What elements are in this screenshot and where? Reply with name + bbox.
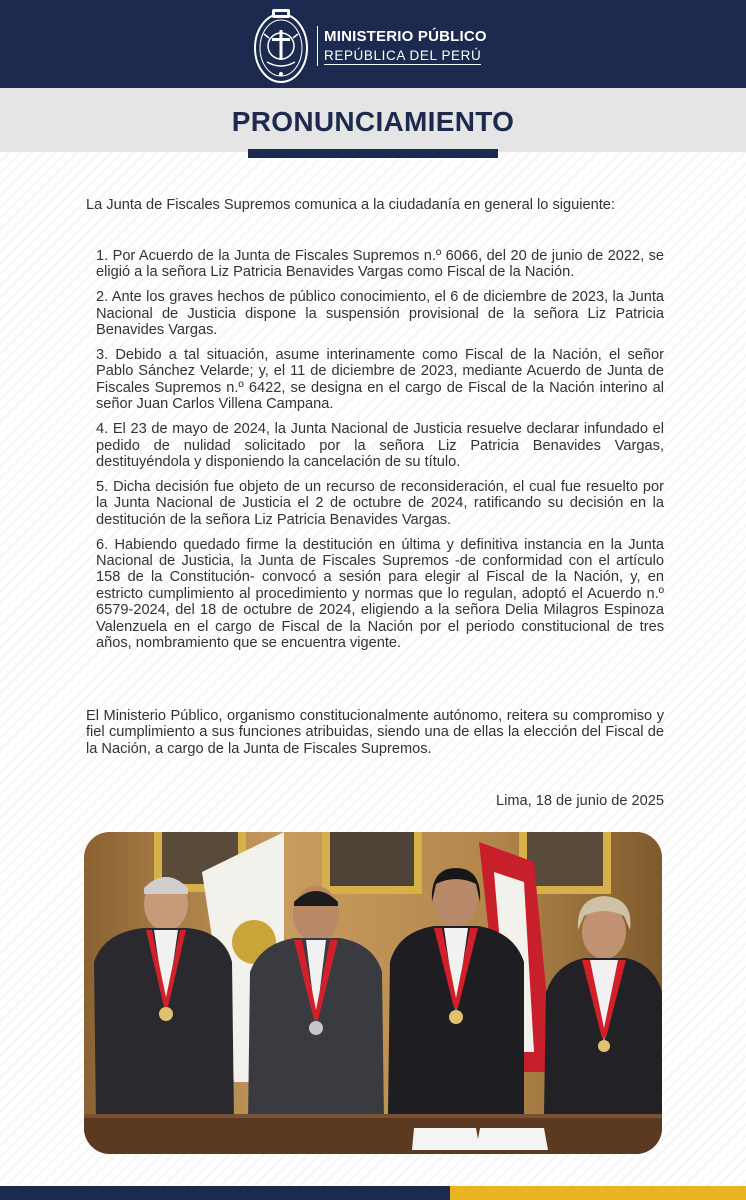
footer-bar-navy (0, 1186, 450, 1200)
title-underline (248, 149, 498, 158)
list-item: 5. Dicha decisión fue objeto de un recurso de reconsideración, el cual fue resuelto por la Junta Nacional de Justicia el 2 de octubre de 2024, ratificando su decisión en la destitución de la señora Liz Patricia Benavides Vargas. (96, 478, 664, 528)
ministerio-seal-logo (252, 4, 310, 84)
date-line: Lima, 18 de junio de 2025 (496, 793, 664, 809)
page-title: PRONUNCIAMIENTO (231, 106, 515, 137)
list-item: 3. Debido a tal situación, asume interinamente como Fiscal de la Nación, el señor Pablo Sánchez Velarde; y, el 11 de diciembre de 2023, mediante Acuerdo de Junta de Fiscales Supremos n.º 6422, se designa en el cargo de Fiscal de la Nación interino al señor Juan Carlos Villena Campana. (96, 347, 664, 413)
list-item: 1. Por Acuerdo de la Junta de Fiscales Supremos n.º 6066, del 20 de junio de 2022, se eligió a la señora Liz Patricia Benavides Vargas como Fiscal de la Nación. (96, 248, 664, 281)
numbered-list (96, 248, 664, 660)
closing-paragraph: El Ministerio Público, organismo constitucionalmente autónomo, reitera su compromiso y fiel cumplimiento a sus funciones atribuidas, siendo una de ellas la elección del Fiscal de la Nación, a cargo de la Junta de Fiscales Supremos. (86, 708, 664, 757)
list-item: 2. Ante los graves hechos de público conocimiento, el 6 de diciembre de 2023, la Junta Nacional de Justicia dispone la suspensión provisional de la señora Liz Patricia Benavides Vargas. (96, 289, 664, 339)
header-bar (0, 0, 746, 88)
footer-bar-gold (450, 1186, 746, 1200)
list-item: 4. El 23 de mayo de 2024, la Junta Nacional de Justicia resuelve declarar infundado el pedido de nulidad solicitado por la señora Liz Patricia Benavides Vargas, destituyéndola y disponiendo la cancelación de su título. (96, 421, 664, 470)
intro-paragraph: La Junta de Fiscales Supremos comunica a la ciudadanía en general lo siguiente: (86, 197, 615, 213)
list-item: 6. Habiendo quedado firme la destitución en última y definitiva instancia en la Junta Nacional de Justicia, la Junta de Fiscales Supremos -de conformidad con el artículo 158 de la Constitución- convocó a sesión para elegir al Fiscal de la Nación, y, en estricto cumplimiento al procedimiento y normas que lo regulan, adoptó el Acuerdo n.º 6579-2024, del 18 de octubre de 2024, eligiendo a la señora Delia Milagros Espinoza Valenzuela en el cargo de Fiscal de la Nación por el periodo constitucional de tres años, nombramiento que se encuentra vigente. (96, 536, 664, 652)
brand-subtitle: REPÚBLICA DEL PERÚ (324, 48, 482, 63)
brand-title: MINISTERIO PÚBLICO (324, 28, 487, 45)
logo-divider (317, 26, 318, 66)
officials-group-photo (84, 832, 662, 1154)
